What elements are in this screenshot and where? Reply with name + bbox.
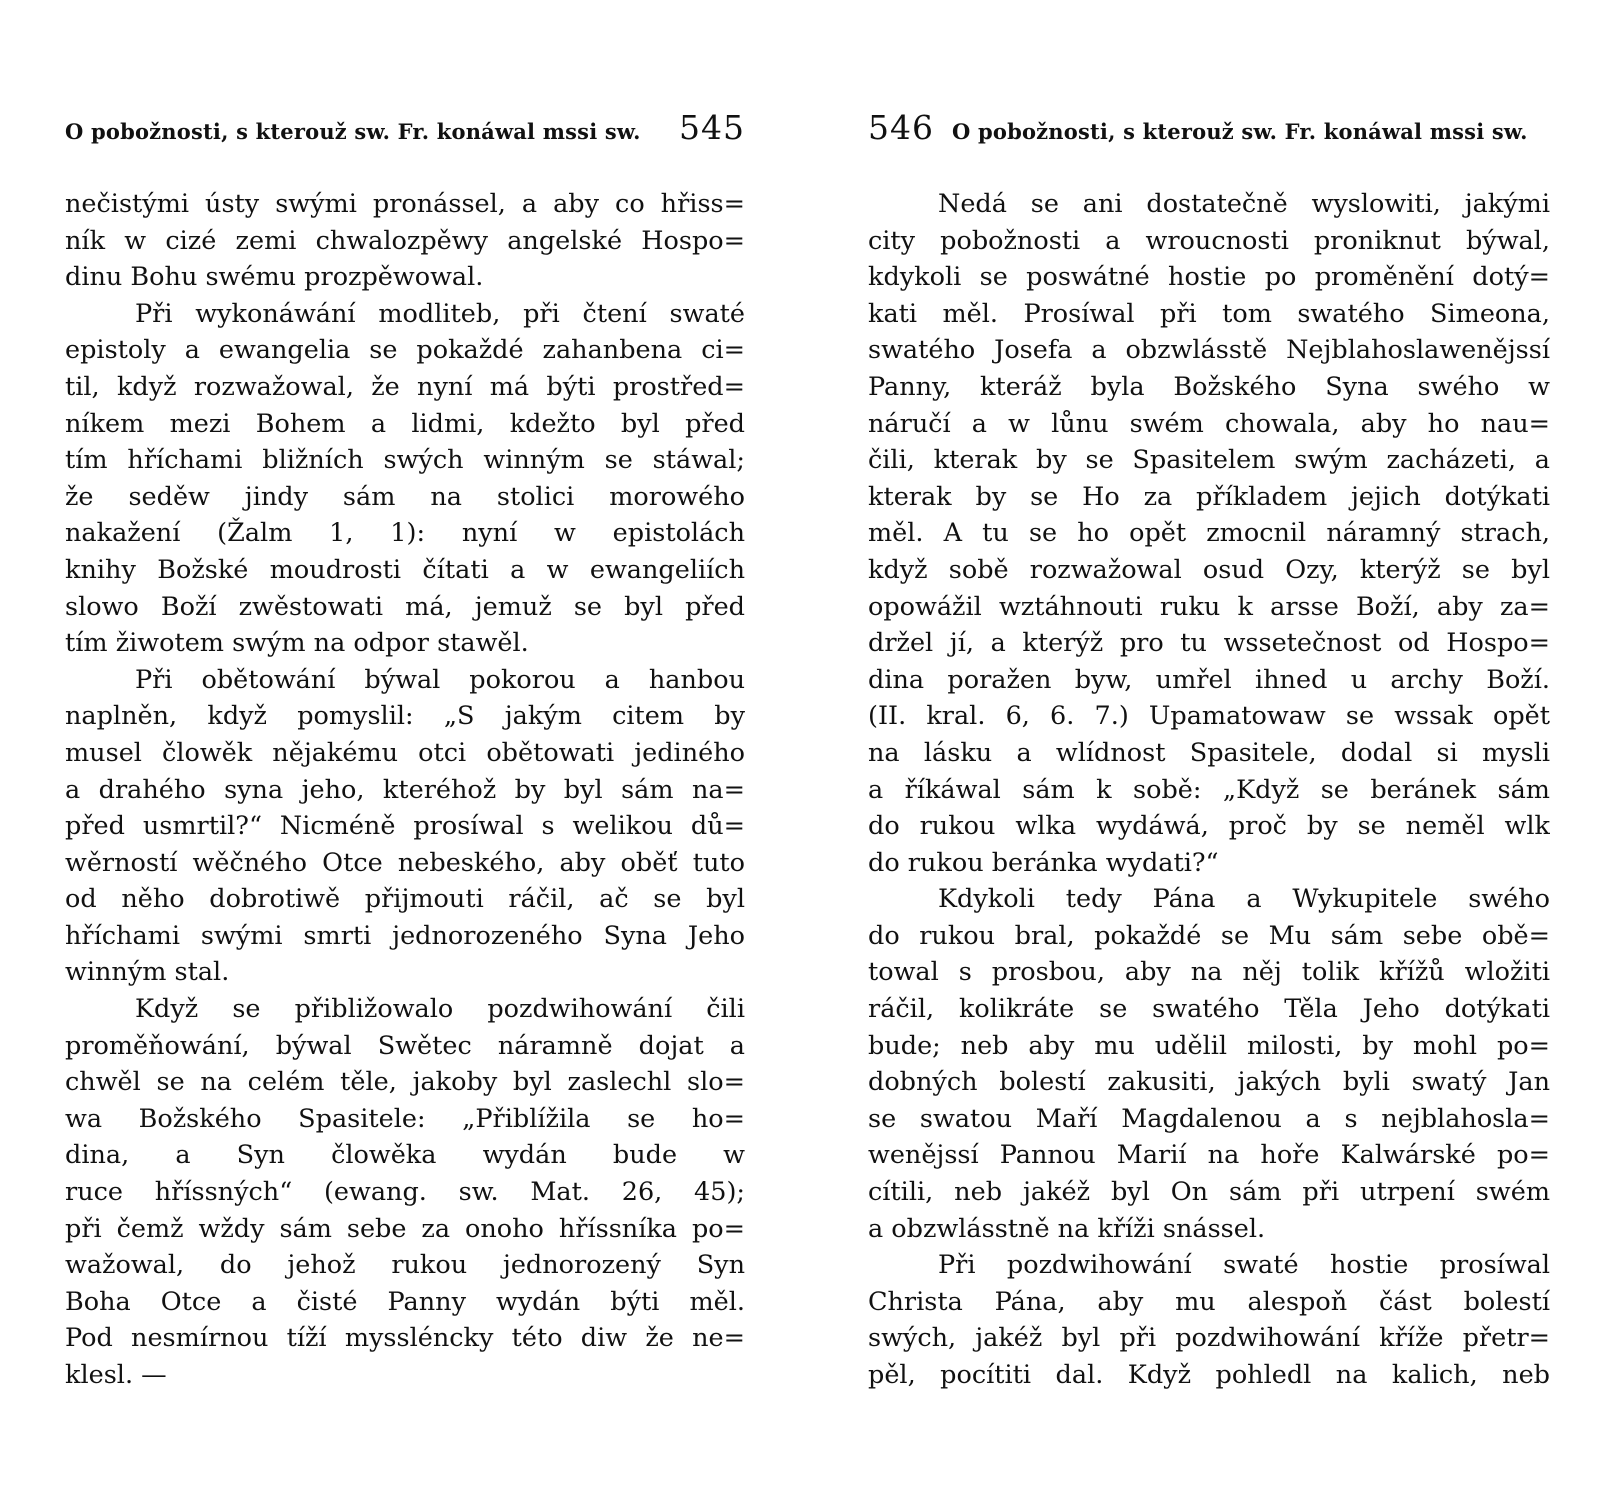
text-line: opowážil wztáhnouti ruku k arsse Boží, aby za= <box>868 591 1550 622</box>
left-page-header <box>65 108 745 152</box>
text-line: a drahého syna jeho, kteréhož by byl sám na= <box>65 774 745 805</box>
text-line: při čemž wždy sám sebe za onoho hříssníka po= <box>65 1213 745 1244</box>
text-line: že seděw jindy sám na stolici morowého <box>65 481 745 512</box>
text-line: dinu Bohu swému prozpěwowal. <box>65 262 484 293</box>
text-line: bude; neb aby mu udělil milosti, by mohl po= <box>868 1030 1550 1061</box>
text-line: Christa Pána, aby mu alespoň část bolestí <box>868 1286 1550 1317</box>
text-line: (II. kral. 6, 6. 7.) Upamatowaw se wssak opět <box>868 701 1550 732</box>
text-line: Při pozdwihowání swaté hostie prosíwal <box>938 1250 1550 1281</box>
text-line: towal s prosbou, aby na něj tolik křížů wložiti <box>868 957 1550 988</box>
text-line: kdykoli se poswátné hostie po proměnění dotý= <box>868 262 1550 293</box>
text-line: epistoly a ewangelia se pokaždé zahanbena ci= <box>65 335 745 366</box>
text-line: ráčil, kolikráte se swatého Těla Jeho dotýkati <box>868 994 1550 1025</box>
text-line: do rukou beránka wydati?“ <box>868 847 1219 878</box>
text-line: Panny, kteráž byla Božského Syna swého w <box>868 371 1550 402</box>
text-line: chwěl se na celém těle, jakoby byl zaslechl slo= <box>65 1067 745 1098</box>
text-line: cítili, neb jakéž byl On sám při utrpení swém <box>868 1177 1550 1208</box>
text-line: musel člowěk nějakému otci obětowati jediného <box>65 737 745 768</box>
text-line: nečistými ústy swými pronássel, a aby co hřiss= <box>65 189 745 219</box>
text-line: Boha Otce a čisté Panny wydán býti měl. <box>65 1286 745 1317</box>
text-line: ruce hříssných“ (ewang. sw. Mat. 26, 45); <box>65 1177 745 1208</box>
left-page-body <box>65 186 745 1394</box>
text-line: swých, jakéž byl při pozdwihowání kříže přetr= <box>868 1323 1550 1354</box>
text-line: držel jí, a kterýž pro tu wssetečnost od Hospo= <box>868 628 1550 659</box>
text-line: níkem mezi Bohem a lidmi, kdežto byl před <box>65 408 745 439</box>
left-page <box>65 0 745 1500</box>
text-line: kterak by se Ho za příkladem jejich dotýkati <box>868 481 1550 512</box>
text-line: čili, kterak by se Spasitelem swým zacházeti, a <box>868 445 1550 476</box>
text-line: knihy Božské moudrosti čítati a w ewangeliích <box>65 554 745 585</box>
text-line: wenějssí Pannou Marií na hoře Kalwárské po= <box>868 1140 1550 1171</box>
text-line: náručí a w lůnu swém chowala, aby ho nau= <box>868 408 1550 439</box>
text-line: Při obětowání býwal pokorou a hanbou <box>135 664 745 695</box>
text-line: ník w cizé zemi chwalozpěwy angelské Hospo= <box>65 225 745 256</box>
text-line: dobných bolestí zakusiti, jakých byli swatý Jan <box>868 1067 1550 1098</box>
text-line: když sobě rozwažowal osud Ozy, kterýž se byl <box>868 554 1550 585</box>
text-line: Nedá se ani dostatečně wyslowiti, jakými <box>938 189 1550 219</box>
text-line: Když se přibližowalo pozdwihowání čili <box>135 994 745 1025</box>
text-line: se swatou Maří Magdalenou a s nejblahosla= <box>868 1103 1550 1134</box>
text-line: Kdykoli tedy Pána a Wykupitele swého <box>938 884 1550 915</box>
text-line: naplněn, když pomyslil: „S jakým citem by <box>65 701 745 732</box>
text-line: a říkáwal sám k sobě: „Když se beránek sám <box>868 774 1550 805</box>
text-line: til, když rozwažowal, že nyní má býti prostřed= <box>65 371 745 402</box>
text-line: proměňowání, býwal Swětec náramně dojat a <box>65 1030 745 1061</box>
text-line: wěrností wěčného Otce nebeského, aby oběť tuto <box>65 847 745 878</box>
text-line: Při wykonáwání modliteb, při čtení swaté <box>135 298 745 329</box>
right-page-body <box>868 186 1550 1394</box>
text-line: a obzwlásstně na kříži snássel. <box>868 1213 1266 1244</box>
text-line: city pobožnosti a wroucnosti proniknut býwal, <box>868 225 1550 256</box>
page-number: 545 <box>679 108 745 147</box>
text-line: kati měl. Prosíwal při tom swatého Simeona, <box>868 298 1550 329</box>
right-page <box>868 0 1550 1500</box>
text-line: Pod nesmírnou tíží myssléncky této diw že ne= <box>65 1323 745 1354</box>
text-line: slowo Boží zwěstowati má, jemuž se byl před <box>65 591 745 622</box>
running-title: O pobožnosti, s kterouž sw. Fr. konáwal mssi sw. <box>952 119 1528 144</box>
text-line: do rukou bral, pokaždé se Mu sám sebe obě= <box>868 920 1550 951</box>
text-line: hříchami swými smrti jednorozeného Syna Jeho <box>65 920 745 951</box>
running-title: O pobožnosti, s kterouž sw. Fr. konáwal mssi sw. <box>65 119 641 144</box>
text-line: před usmrtil?“ Nicméně prosíwal s welikou dů= <box>65 811 745 842</box>
text-line: tím žiwotem swým na odpor stawěl. <box>65 628 529 659</box>
text-line: dina poražen byw, umřel ihned u archy Boží. <box>868 664 1550 695</box>
text-line: od něho dobrotiwě přijmouti ráčil, ač se byl <box>65 884 745 915</box>
text-line: do rukou wlka wydáwá, proč by se neměl wlk <box>868 811 1550 842</box>
right-page-header <box>868 108 1550 152</box>
text-line: klesl. — <box>65 1360 167 1390</box>
text-line: pěl, pocítiti dal. Když pohledl na kalich, neb <box>868 1360 1550 1390</box>
text-line: dina, a Syn člowěka wydán bude w <box>65 1140 745 1171</box>
page-number: 546 <box>868 108 934 147</box>
text-line: měl. A tu se ho opět zmocnil náramný strach, <box>868 518 1550 549</box>
text-line: nakažení (Žalm 1, 1): nyní w epistolách <box>65 518 745 549</box>
text-line: na lásku a wlídnost Spasitele, dodal si mysli <box>868 737 1550 768</box>
text-line: wa Božského Spasitele: „Přiblížila se ho= <box>65 1103 745 1134</box>
text-line: tím hříchami bližních swých winným se stáwal; <box>65 445 745 476</box>
text-line: swatého Josefa a obzwlásstě Nejblahoslawenějssí <box>868 335 1550 366</box>
text-line: winným stal. <box>65 957 230 988</box>
text-line: wažowal, do jehož rukou jednorozený Syn <box>65 1250 745 1281</box>
